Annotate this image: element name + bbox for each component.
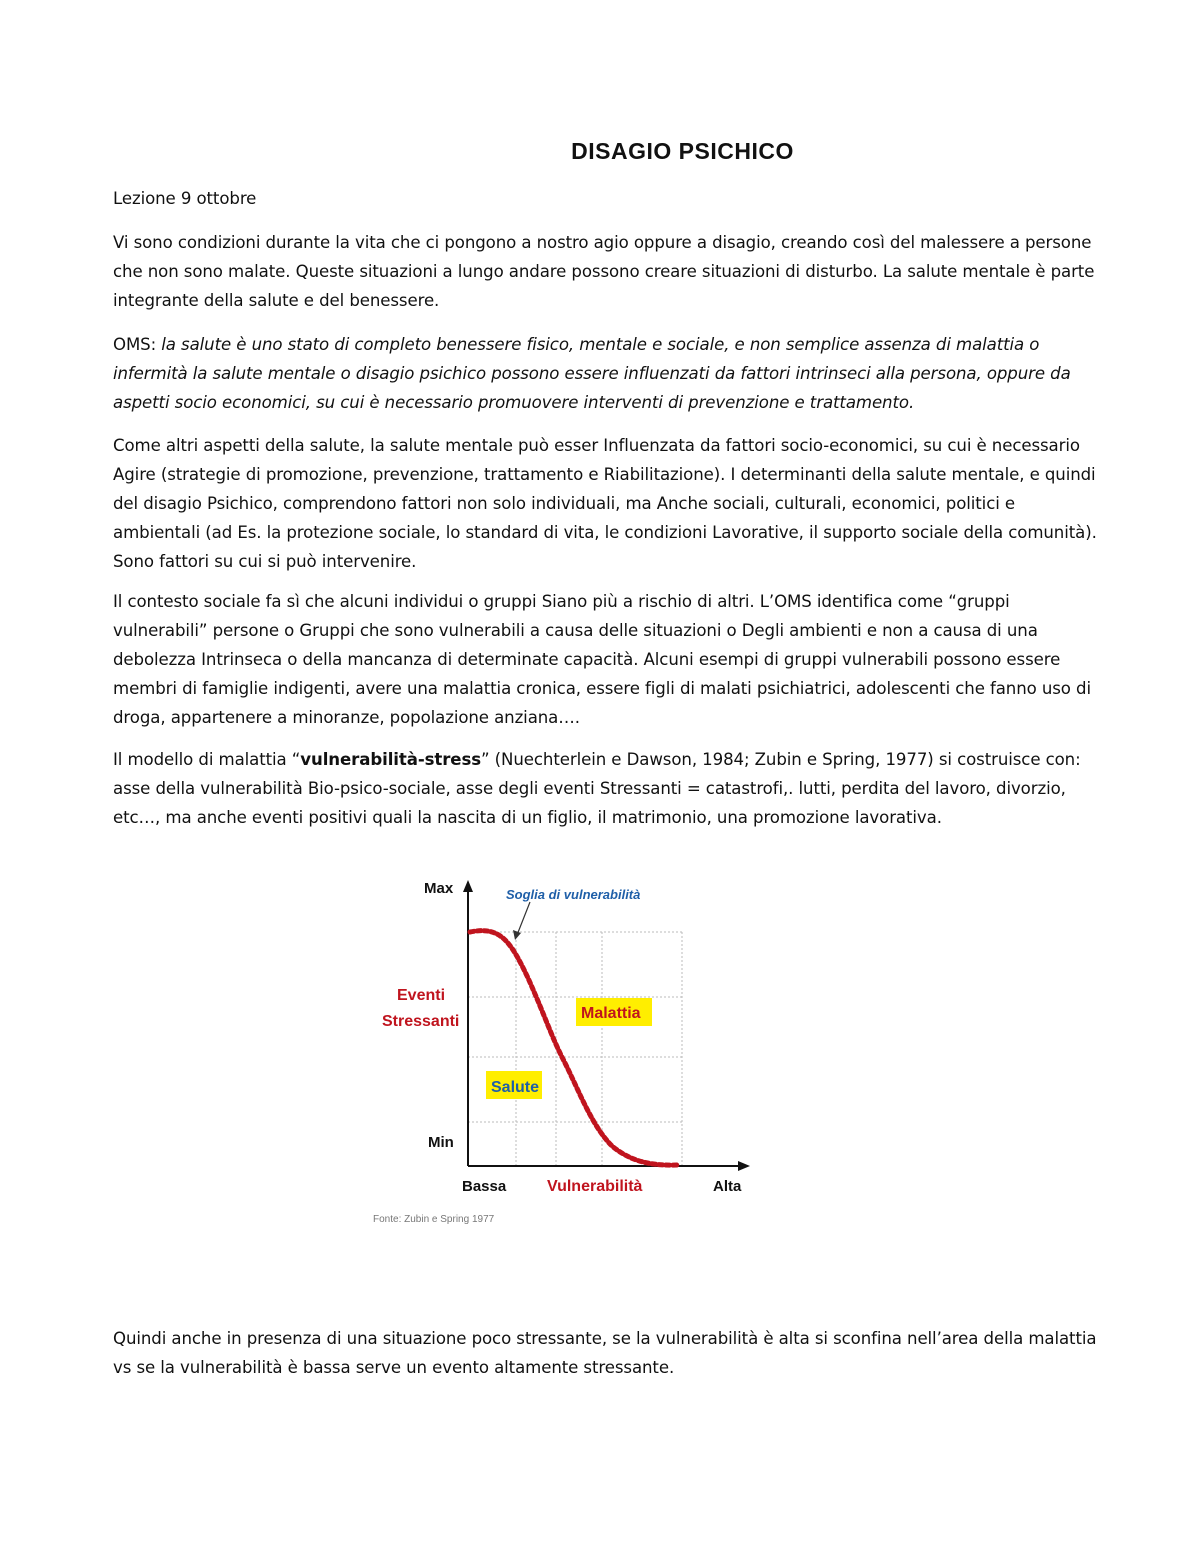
threshold-pointer bbox=[517, 902, 530, 935]
y-axis-arrow bbox=[463, 880, 473, 892]
x-axis-title: Vulnerabilità bbox=[547, 1178, 643, 1195]
threshold-pointer-head bbox=[513, 930, 521, 940]
paragraph-intro: Vi sono condizioni durante la vita che ci pongono a nostro agio oppure a disagio, creando così del malessere a persone che non sono malate. Queste situazioni a lungo andare possono creare situazioni di disturbo. La salute mentale è parte integrante della salute e del benessere. bbox=[113, 233, 1095, 310]
paragraph-vulnerable-groups: Il contesto sociale fa sì che alcuni individui o gruppi Siano più a rischio di altri. L’OMS identifica come “gruppi vulnerabili” persone o Gruppi che sono vulnerabili a causa delle situazioni o Degli ambienti e non a causa di una debolezza Intrinseca o della mancanza di determinate capacità. Alcuni esempi di gruppi vulnerabili possono essere membri di famiglie indigenti, avere una malattia cronica, essere figli di malati psichiatrici, adolescenti che fanno uso di droga, appartenere a minoranze, popolazione anziana…. bbox=[113, 592, 1091, 727]
x-low-label: Bassa bbox=[462, 1178, 507, 1195]
grid-lines bbox=[468, 932, 682, 1166]
y-axis-title-line1: Eventi bbox=[397, 987, 446, 1004]
model-text-before: Il modello di malattia “ bbox=[113, 750, 301, 769]
paragraph-conclusion: Quindi anche in presenza di una situazione poco stressante, se la vulnerabilità è alta si sconfina nell’area della malattia vs se la vulnerabilità è bassa serve un evento altamente stressante. bbox=[113, 1329, 1097, 1377]
lesson-date: Lezione 9 ottobre bbox=[113, 189, 257, 208]
threshold-label: Soglia di vulnerabilità bbox=[506, 887, 641, 902]
paragraph-model bbox=[113, 745, 1098, 832]
figure-source: Fonte: Zubin e Spring 1977 bbox=[373, 1214, 495, 1225]
y-min-label: Min bbox=[428, 1134, 454, 1151]
vulnerability-stress-diagram bbox=[360, 868, 780, 1238]
model-name: vulnerabilità-stress bbox=[300, 750, 482, 769]
oms-quote: la salute è uno stato di completo benessere fisico, mentale e sociale, e non semplice assenza di malattia o infermità la salute mentale o disagio psichico possono essere influenzati da fattori intrinseci alla persona, oppure da aspetti socio economici, su cui è necessario promuovere interventi di prevenzione e trattamento. bbox=[113, 335, 1071, 412]
paragraph-determinants: Come altri aspetti della salute, la salute mentale può esser Influenzata da fattori socio-economici, su cui è necessario Agire (strategie di promozione, prevenzione, trattamento e Riabilitazione). I determinanti della salute mentale, e quindi del disagio Psichico, comprendono fattori non solo individuali, ma Anche sociali, culturali, economici, politici e ambientali (ad Es. la protezione sociale, lo standard di vita, le condizioni Lavorative, il supporto sociale della comunità). Sono fattori su cui si può intervenire. bbox=[113, 436, 1097, 571]
page-title: DISAGIO PSICHICO bbox=[571, 138, 794, 164]
paragraph-oms bbox=[113, 330, 1098, 417]
y-max-label: Max bbox=[424, 880, 454, 897]
vulnerability-threshold-curve bbox=[470, 931, 678, 1165]
x-high-label: Alta bbox=[713, 1178, 742, 1195]
model-text-after: ” (Nuechterlein e Dawson, 1984; Zubin e Spring, 1977) si costruisce con: asse della vulnerabilità Bio-psico-sociale, asse degli eventi Stressanti = catastrofi,. lutti, perdita del lavoro, divorzio, etc…, ma anche eventi positivi quali la nascita di un figlio, il matrimonio, una promozione lavorativa. bbox=[113, 750, 1081, 827]
y-axis-title-line2: Stressanti bbox=[382, 1013, 460, 1030]
disease-region-label: Malattia bbox=[581, 1005, 641, 1022]
health-region-label: Salute bbox=[491, 1079, 540, 1096]
oms-label: OMS: bbox=[113, 335, 157, 354]
vulnerability-stress-figure bbox=[360, 868, 780, 1238]
x-axis-arrow bbox=[738, 1161, 750, 1171]
